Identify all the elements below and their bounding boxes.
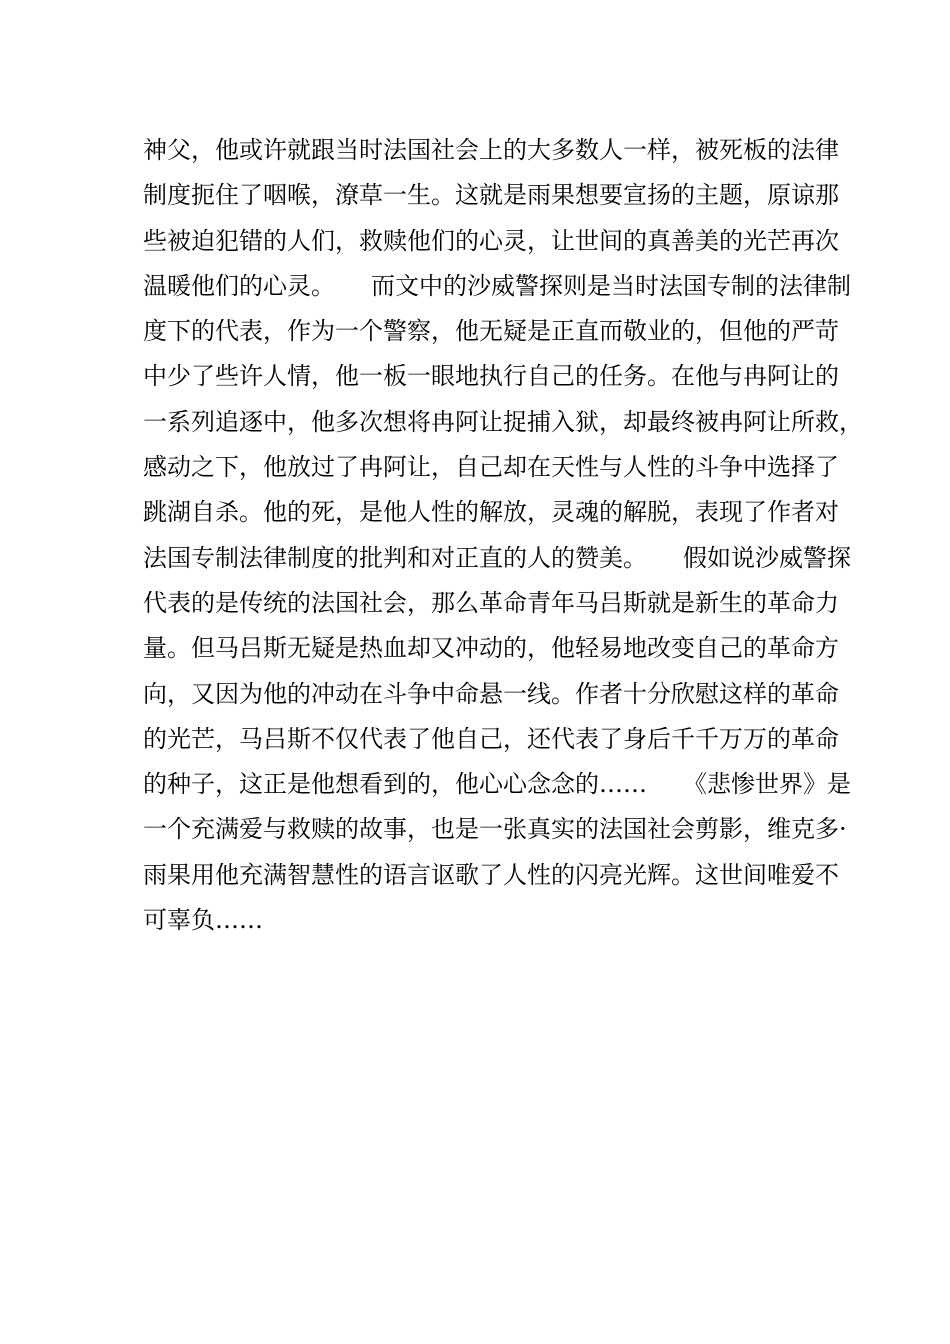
text-line-13: 向，又因为他的冲动在斗争中命悬一线。作者十分欣慰这样的革命 — [143, 679, 839, 708]
text-line-15: 的种子，这正是他想看到的，他心心念念的…… 《悲惨世界》是 — [143, 770, 851, 799]
text-line-5: 度下的代表，作为一个警察，他无疑是正直而敬业的，但他的严苛 — [143, 317, 839, 346]
text-line-6: 中少了些许人情，他一板一眼地执行自己的任务。在他与冉阿让的 — [143, 362, 839, 391]
text-line-8: 感动之下，他放过了冉阿让，自己却在天性与人性的斗争中选择了 — [143, 453, 839, 482]
text-line-17: 雨果用他充满智慧性的语言讴歌了人性的闪亮光辉。这世间唯爱不 — [143, 860, 839, 889]
text-line-2: 制度扼住了咽喉，潦草一生。这就是雨果想要宣扬的主题，原谅那 — [143, 181, 839, 210]
text-line-16: 一个充满爱与救赎的故事，也是一张真实的法国社会剪影，维克多· — [143, 815, 847, 844]
essay-body-text — [143, 128, 863, 943]
text-line-4: 温暖他们的心灵。 而文中的沙威警探则是当时法国专制的法律制 — [143, 271, 851, 300]
text-line-18: 可辜负…… — [143, 906, 263, 935]
text-line-7: 一系列追逐中，他多次想将冉阿让捉捕入狱，却最终被冉阿让所救， — [143, 407, 863, 436]
text-line-14: 的光芒，马吕斯不仅代表了他自己，还代表了身后千千万万的革命 — [143, 724, 839, 753]
text-line-1: 神父，他或许就跟当时法国社会上的大多数人一样，被死板的法律 — [143, 136, 839, 164]
text-line-3: 些被迫犯错的人们，救赎他们的心灵，让世间的真善美的光芒再次 — [143, 226, 839, 255]
text-line-12: 量。但马吕斯无疑是热血却又冲动的，他轻易地改变自己的革命方 — [143, 634, 839, 663]
text-line-9: 跳湖自杀。他的死，是他人性的解放，灵魂的解脱，表现了作者对 — [143, 498, 839, 527]
text-line-11: 代表的是传统的法国社会，那么革命青年马吕斯就是新生的革命力 — [143, 588, 839, 617]
text-line-10: 法国专制法律制度的批判和对正直的人的赞美。 假如说沙威警探 — [143, 543, 851, 572]
